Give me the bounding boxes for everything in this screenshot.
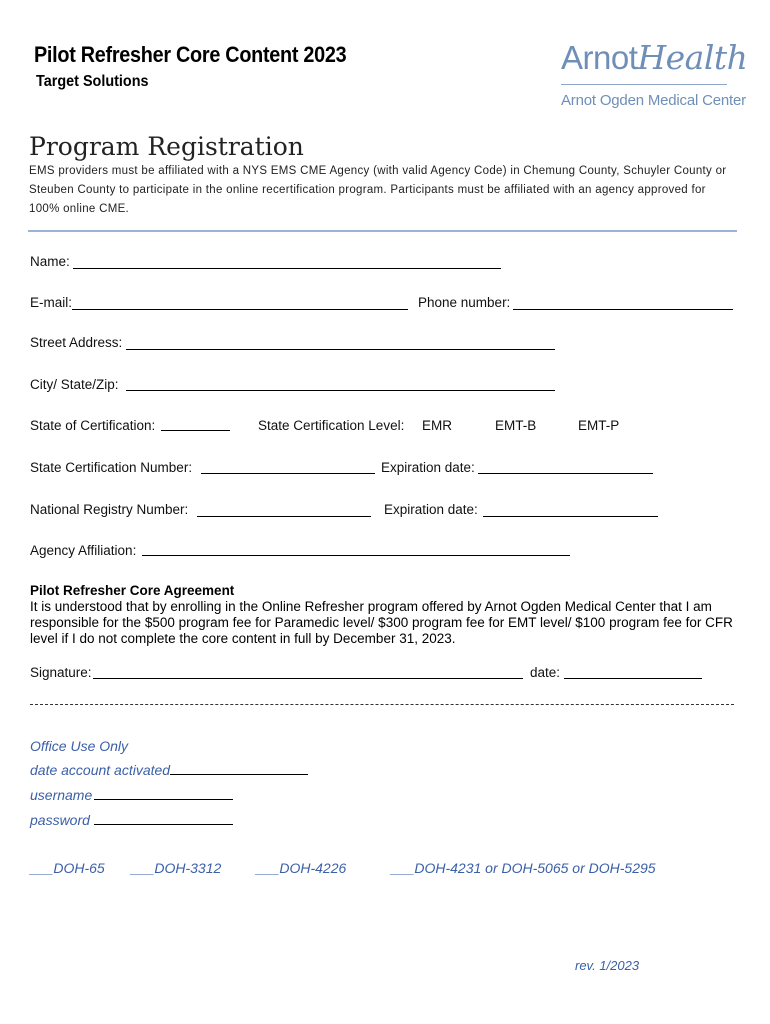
emt-p-option[interactable] [578, 418, 619, 433]
document-subtitle: Target Solutions [36, 73, 149, 90]
password-label: password [30, 812, 90, 828]
document-title: Pilot Refresher Core Content 2023 [34, 42, 347, 67]
date-activated-label: date account activated [30, 762, 171, 778]
arnot-health-logo [561, 38, 747, 77]
logo-subtitle: Arnot Ogden Medical Center [561, 92, 746, 109]
emr-option-label: EMR [422, 418, 452, 433]
logo-divider [561, 84, 727, 85]
state-certification-label: State of Certification: [30, 418, 156, 433]
certification-expiration-field[interactable] [478, 473, 653, 474]
username-label: username [30, 787, 93, 803]
signature-field[interactable] [93, 678, 523, 679]
doh-65-code: ___DOH-65 [30, 860, 105, 876]
registry-number-label: National Registry Number: [30, 502, 189, 517]
date-activated-field[interactable] [170, 774, 308, 775]
street-label: Street Address: [30, 335, 123, 350]
password-field[interactable] [94, 824, 233, 825]
state-certification-field[interactable] [161, 430, 230, 431]
signature-date-field[interactable] [564, 678, 702, 679]
registry-number-field[interactable] [197, 516, 371, 517]
doh-3312-code: ___DOH-3312 [131, 860, 222, 876]
certification-level-label: State Certification Level: [258, 418, 405, 433]
signature-label: Signature: [30, 665, 92, 680]
section-divider [28, 230, 737, 232]
emt-b-option-label: EMT-B [495, 418, 537, 433]
revision-date: rev. 1/2023 [575, 958, 640, 973]
agency-affiliation-field[interactable] [142, 555, 570, 556]
city-state-zip-label: City/ State/Zip: [30, 377, 119, 392]
city-state-zip-field[interactable] [126, 390, 555, 391]
section-heading: Program Registration [29, 132, 304, 161]
email-field[interactable] [72, 309, 408, 310]
certification-expiration-label: Expiration date: [381, 460, 475, 475]
emt-p-option-label: EMT-P [578, 418, 620, 433]
emt-b-option[interactable] [495, 418, 536, 433]
registry-expiration-field[interactable] [483, 516, 658, 517]
registry-expiration-label: Expiration date: [384, 502, 478, 517]
cut-line-divider [30, 704, 734, 705]
intro-paragraph: EMS providers must be affiliated with a NYS EMS CME Agency (with valid Agency Code) in Chemung County, Schuyler County or Steuben County to participate in the online recertification program. Participants must be affiliated with an agency approved for 100% online CME. [29, 165, 727, 215]
certification-number-label: State Certification Number: [30, 460, 193, 475]
name-label: Name: [30, 254, 70, 269]
email-label: E-mail: [30, 295, 73, 310]
doh-4231-code: ___DOH-4231 or DOH-5065 or DOH-5295 [391, 860, 656, 876]
logo-arnot-text: Arnot [561, 39, 638, 76]
signature-date-label: date: [530, 665, 561, 680]
phone-label: Phone number: [418, 295, 511, 310]
office-use-title: Office Use Only [30, 738, 129, 754]
agreement-title: Pilot Refresher Core Agreement [30, 583, 235, 598]
phone-field[interactable] [513, 309, 733, 310]
agreement-text: It is understood that by enrolling in the Online Refresher program offered by Arnot Ogden Medical Center that I am responsible for the $500 program fee for Paramedic level/ $300 program fee for EMT level/ $100 program fee for CFR level if I do not complete the core content in full by December 31, 2023. [30, 599, 733, 646]
emr-option[interactable] [422, 418, 452, 433]
name-field[interactable] [73, 268, 501, 269]
certification-number-field[interactable] [201, 473, 375, 474]
street-field[interactable] [126, 349, 555, 350]
username-field[interactable] [94, 799, 233, 800]
logo-health-text: Health [637, 38, 748, 77]
agency-affiliation-label: Agency Affiliation: [30, 543, 137, 558]
doh-4226-code: ___DOH-4226 [256, 860, 347, 876]
